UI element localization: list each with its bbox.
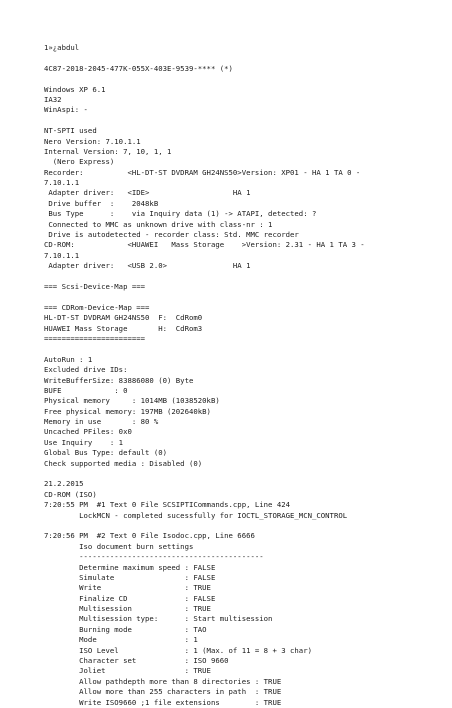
- log-line: Write ISO9660 ;1 file extensions : TRUE: [44, 697, 282, 707]
- log-line: (Nero Express): [44, 157, 115, 167]
- log-line: HUAWEI Mass Storage H: CdRom3: [44, 323, 203, 333]
- log-line: =======================: [44, 333, 146, 343]
- log-line: WinAspi: -: [44, 105, 88, 115]
- log-line: Bus Type : via Inquiry data (1) -> ATAPI, detected: ?: [44, 209, 317, 219]
- log-line: === Scsi-Device-Map ===: [44, 281, 146, 291]
- log-line: Adapter driver: <IDE> HA 1: [44, 188, 251, 198]
- log-line: ------------------------------------------: [44, 552, 264, 562]
- log-line: [44, 292, 444, 302]
- log-line: Finalize CD : FALSE: [44, 593, 216, 603]
- log-line: Global Bus Type: default (0): [44, 448, 168, 458]
- log-line: [44, 521, 444, 531]
- log-line: Iso document burn settings: [44, 541, 194, 551]
- log-line: Write : TRUE: [44, 583, 211, 593]
- log-line: Simulate : FALSE: [44, 572, 216, 582]
- log-line: Burning mode : TAO: [44, 624, 207, 634]
- log-line: Connected to MMC as unknown drive with class-nr : 1: [44, 219, 273, 229]
- log-line: ISO Level : 1 (Max. of 11 = 8 + 3 char): [44, 645, 312, 655]
- log-line: Recorder: <HL-DT-ST DVDRAM GH24NS50>Version: XP01 - HA 1 TA 0 -: [44, 167, 361, 177]
- log-line: BUFE : 0: [44, 385, 128, 395]
- log-line: Drive is autodetected - recorder class: Std. MMC recorder: [44, 230, 299, 240]
- log-line: Windows XP 6.1: [44, 84, 106, 94]
- log-line: Multisession type: : Start multisession: [44, 614, 273, 624]
- log-line: Uncached PFiles: 0x0: [44, 427, 132, 437]
- log-line: HL-DT-ST DVDRAM GH24NS50 F: CdRom0: [44, 313, 203, 323]
- log-line: [44, 272, 444, 282]
- log-line: Free physical memory: 197MB (202640kB): [44, 406, 211, 416]
- log-line: === CDRom-Device-Map ===: [44, 302, 150, 312]
- log-line: 7.10.1.1: [44, 250, 80, 260]
- log-line: Check supported media : Disabled (0): [44, 458, 203, 468]
- log-line: 21.2.2015: [44, 479, 84, 489]
- log-line: Physical memory : 1014MB (1038520kB): [44, 396, 220, 406]
- log-line: 7.10.1.1: [44, 178, 80, 188]
- log-line: Mode : 1: [44, 635, 198, 645]
- log-line: CD-ROM (ISO): [44, 489, 97, 499]
- log-line: Allow more than 255 characters in path : TRUE: [44, 687, 282, 697]
- log-line: Nero Version: 7.10.1.1: [44, 136, 141, 146]
- log-line: WriteBufferSize: 83886080 (0) Byte: [44, 375, 194, 385]
- log-line: IA32: [44, 94, 62, 104]
- log-line: Joliet : TRUE: [44, 666, 211, 676]
- log-line: CD-ROM: <HUAWEI Mass Storage >Version: 2.31 - HA 1 TA 3 -: [44, 240, 365, 250]
- log-line: [44, 344, 444, 354]
- log-line: 7:20:55 PM #1 Text 0 File SCSIPTICommands.cpp, Line 424: [44, 500, 291, 510]
- log-line: LockMCN - completed sucessfully for IOCTL_STORAGE_MCN_CONTROL: [44, 510, 348, 520]
- log-line: [44, 469, 444, 479]
- log-line: Drive buffer : 2048kB: [44, 198, 159, 208]
- log-line: Determine maximum speed : FALSE: [44, 562, 216, 572]
- log-line: Adapter driver: <USB 2.0> HA 1: [44, 261, 251, 271]
- log-line: Multisession : TRUE: [44, 604, 211, 614]
- log-line: Use Inquiry : 1: [44, 437, 124, 447]
- log-text: [44, 43, 444, 708]
- log-line: AutoRun : 1: [44, 354, 93, 364]
- log-line: Memory in use : 80 %: [44, 417, 159, 427]
- log-line: 1»¿abdul: [44, 43, 80, 52]
- log-line: 7:20:56 PM #2 Text 0 File Isodoc.cpp, Line 6666: [44, 531, 255, 541]
- log-line: Allow pathdepth more than 8 directories : TRUE: [44, 676, 282, 686]
- log-line: NT-SPTI used: [44, 126, 97, 136]
- log-line: Excluded drive IDs:: [44, 365, 128, 375]
- log-line: [44, 53, 444, 63]
- log-line: Character set : ISO 9660: [44, 656, 229, 666]
- log-line: [44, 116, 444, 126]
- log-line: Internal Version: 7, 10, 1, 1: [44, 146, 172, 156]
- log-line: [44, 74, 444, 84]
- log-line: 4C87-2018-2045-477K-055X-403E-9539-**** (*): [44, 63, 233, 73]
